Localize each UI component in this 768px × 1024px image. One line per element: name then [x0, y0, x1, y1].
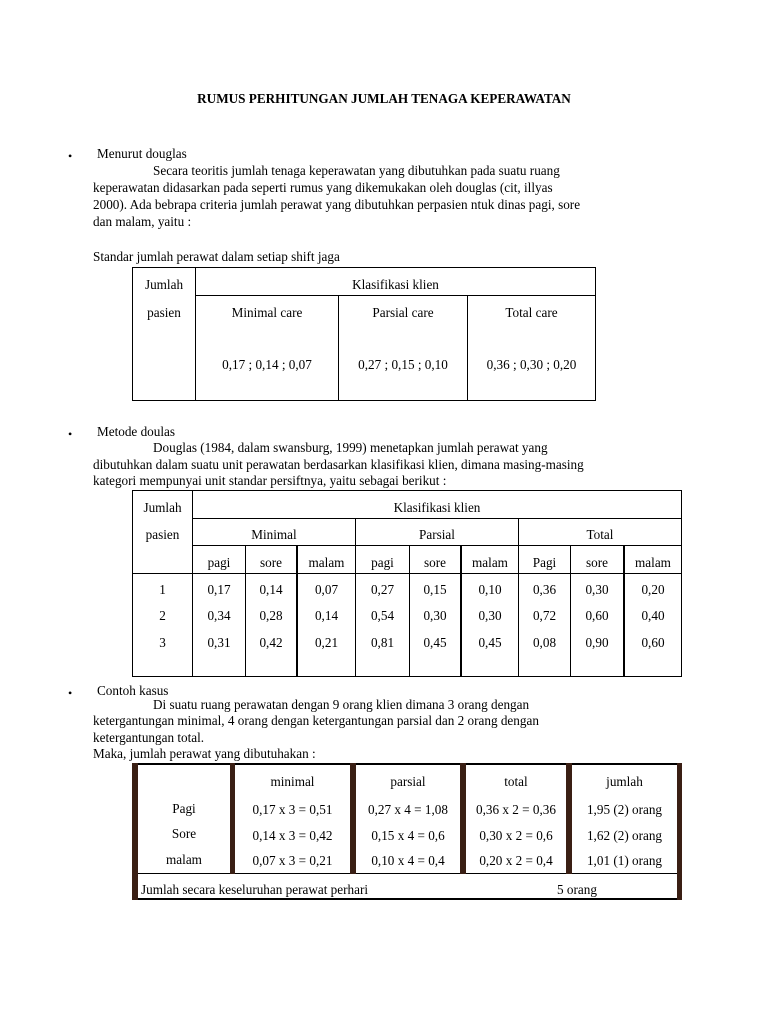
table3-cell: 0,20 x 2 = 0,4	[479, 853, 553, 868]
table3-cell: 0,36 x 2 = 0,36	[476, 802, 556, 817]
section1-line: 2000). Ada bebrapa criteria jumlah perawat yang dibutuhkan perpasien ntuk dinas pagi, sore	[93, 197, 581, 212]
table3-cell: 1,01 (1) orang	[586, 853, 663, 868]
table2-row-number: 3	[159, 635, 166, 650]
table1-value-minimal: 0,17 ; 0,14 ; 0,07	[222, 357, 312, 372]
table1-col-minimal: Minimal care	[231, 305, 303, 320]
table2-row-number: 1	[159, 582, 166, 597]
table2-cell: 0,17	[207, 582, 231, 597]
bullet-3: •	[68, 686, 73, 700]
table2-cell: 0,36	[532, 582, 557, 597]
table2-shift-header: pagi	[207, 555, 231, 570]
section3-line: Di suatu ruang perawatan dengan 9 orang klien dimana 3 orang dengan	[153, 697, 530, 712]
table2-header-klasifikasi: Klasifikasi klien	[393, 500, 481, 515]
table3-header: parsial	[390, 774, 426, 789]
table2-cell: 0,08	[532, 635, 557, 650]
table2-cell: 0,14	[314, 608, 339, 623]
section1-line: keperawatan didasarkan pada seperti rumus yang dikemukakan oleh douglas (cit, illyas	[93, 180, 553, 195]
table2-row-number: 2	[159, 608, 166, 623]
table1-value-total: 0,36 ; 0,30 ; 0,20	[486, 357, 577, 372]
table2-cell: 0,60	[585, 608, 609, 623]
table2-cell: 0,81	[370, 635, 395, 650]
table3-row-label: Sore	[171, 826, 197, 841]
page-title: RUMUS PERHITUNGAN JUMLAH TENAGA KEPERAWATAN	[197, 91, 571, 106]
table1-header-jumlah: Jumlah	[144, 277, 184, 292]
section1-line: Secara teoritis jumlah tenaga keperawatan yang dibutuhkan pada suatu ruang	[153, 163, 560, 178]
table3-footer-label: Jumlah secara keseluruhan perawat perhari	[141, 882, 369, 897]
table2-shift-header: sore	[424, 555, 446, 570]
table3-cell: 0,27 x 4 = 1,08	[368, 802, 448, 817]
section2-heading: Metode doulas	[97, 424, 176, 439]
table2-cell: 0,60	[641, 635, 665, 650]
table2-cell: 0,40	[641, 608, 665, 623]
section3-line: ketergantungan minimal, 4 orang dengan ketergantungan parsial dan 2 orang dengan	[93, 713, 539, 728]
table2-shift-header: sore	[586, 555, 608, 570]
table3-header: jumlah	[606, 774, 643, 789]
table2-shift-header: sore	[260, 555, 282, 570]
table2-cell: 0,34	[207, 608, 231, 623]
table3-cell: 0,07 x 3 = 0,21	[252, 853, 333, 868]
table3-cell: 0,30 x 2 = 0,6	[479, 828, 553, 843]
section3-heading: Contoh kasus	[97, 683, 169, 698]
table3-row-label: Pagi	[172, 801, 196, 816]
table1-caption: Standar jumlah perawat dalam setiap shift jaga	[93, 249, 340, 264]
table1-header-pasien: pasien	[147, 305, 181, 320]
table3-cell: 0,15 x 4 = 0,6	[371, 828, 445, 843]
bullet-2: •	[68, 427, 73, 441]
bullet-1: •	[68, 149, 73, 163]
table2-shift-header: Pagi	[532, 555, 557, 570]
table2-shift-header: malam	[472, 555, 508, 570]
table2-cell: 0,14	[259, 582, 283, 597]
table2-cell: 0,10	[478, 582, 502, 597]
section3-line: ketergantungan total.	[93, 730, 205, 745]
table2-cell: 0,21	[314, 635, 339, 650]
table1-col-total: Total care	[505, 305, 558, 320]
table2-cell: 0,54	[370, 608, 395, 623]
table2-cell: 0,42	[259, 635, 283, 650]
table2-shift-header: malam	[308, 555, 345, 570]
table3-header: total	[504, 774, 528, 789]
table2-cell: 0,07	[314, 582, 339, 597]
table2-cell: 0,20	[641, 582, 665, 597]
table2-cell: 0,27	[370, 582, 395, 597]
table2-cell: 0,45	[478, 635, 502, 650]
table2-cell: 0,28	[259, 608, 283, 623]
section1-line: dan malam, yaitu :	[93, 214, 192, 229]
section2-line: dibutuhkan dalam suatu unit perawatan berdasarkan klasifikasi klien, dimana masing-masing	[93, 457, 584, 472]
table2-cell: 0,30	[585, 582, 609, 597]
table2-cell: 0,72	[532, 608, 557, 623]
table2-group-minimal: Minimal	[251, 527, 297, 542]
table2-cell: 0,45	[423, 635, 447, 650]
table1-value-parsial: 0,27 ; 0,15 ; 0,10	[358, 357, 448, 372]
table2-header-pasien: pasien	[145, 527, 180, 542]
table3-cell: 0,10 x 4 = 0,4	[371, 853, 445, 868]
section1-heading: Menurut douglas	[97, 146, 187, 161]
table2-shift-header: malam	[635, 555, 671, 570]
table1-col-parsial: Parsial care	[372, 305, 434, 320]
table3-footer-value: 5 orang	[557, 882, 597, 897]
table2-header-jumlah: Jumlah	[143, 500, 182, 515]
section2-line: Douglas (1984, dalam swansburg, 1999) menetapkan jumlah perawat yang	[153, 440, 548, 455]
table2-cell: 0,30	[423, 608, 447, 623]
table3-cell: 0,17 x 3 = 0,51	[252, 802, 333, 817]
table3-cell: 0,14 x 3 = 0,42	[252, 828, 333, 843]
table3-cell: 1,95 (2) orang	[586, 802, 663, 817]
table2-cell: 0,31	[207, 635, 231, 650]
table2-cell: 0,90	[585, 635, 609, 650]
table2-group-total: Total	[586, 527, 614, 542]
table2-group-parsial: Parsial	[419, 527, 455, 542]
table3-row-label: malam	[166, 852, 202, 867]
section2-line: kategori mempunyai unit standar persiftnya, yaitu sebagai berikut :	[93, 473, 447, 488]
table2-shift-header: pagi	[371, 555, 394, 570]
section3-line: Maka, jumlah perawat yang dibutuhakan :	[93, 746, 316, 761]
table2-cell: 0,30	[478, 608, 502, 623]
table3-header: minimal	[270, 774, 315, 789]
table1-header-klasifikasi: Klasifikasi klien	[352, 277, 439, 292]
table3-cell: 1,62 (2) orang	[586, 828, 663, 843]
table2-cell: 0,15	[423, 582, 447, 597]
